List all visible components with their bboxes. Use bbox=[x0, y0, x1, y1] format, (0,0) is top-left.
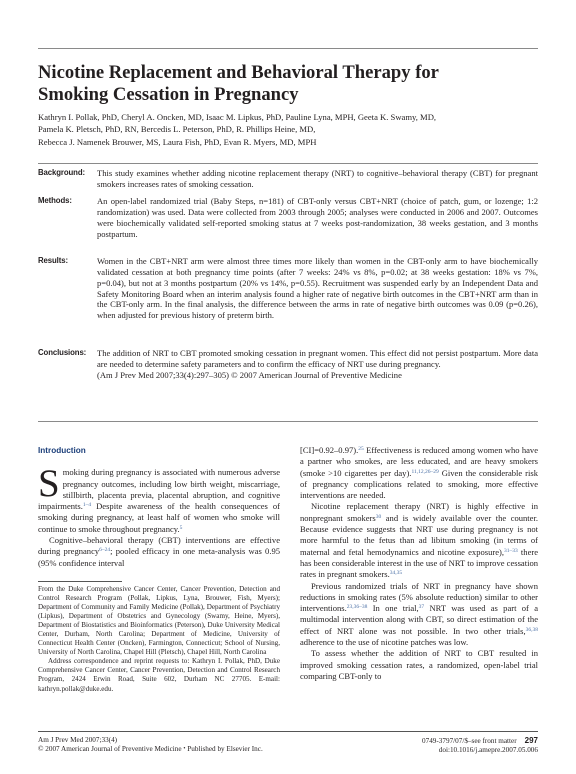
reference-link[interactable]: 11,12,26–29 bbox=[411, 468, 439, 475]
background-text: This study examines whether adding nicotine replacement therapy (NRT) to cognitive–behavioral therapy (CBT) for pregnant smokers increases rates of smoking cessation. bbox=[97, 168, 538, 189]
reference-link[interactable]: 30 bbox=[375, 513, 382, 520]
drop-cap: S bbox=[38, 462, 60, 506]
conclusions-body: The addition of NRT to CBT promoted smoking cessation in pregnant women. This effect did not persist postpartum. More data are needed to determine safety parameters and to confirm the efficacy of NRT use during pregnancy. bbox=[97, 348, 538, 369]
methods-label: Methods: bbox=[38, 196, 72, 205]
right-paragraph-4: To assess whether the addition of NRT to CBT resulted in improved smoking cessation rates, a randomized, open-label trial comparing CBT-only to bbox=[300, 648, 538, 681]
results-label: Results: bbox=[38, 256, 68, 265]
methods-text: An open-label randomized trial (Baby Steps, n=181) of CBT-only versus CBT+NRT (choice of patch, gum, or lozenge; 1:2 randomization) was used. Data were collected from 2003 through 2005; analyses were conducted in 2006 and 2007. Outcomes were biochemically validated self-reported smoking status at 7 weeks post-randomization, 38 weeks gestation, and 3 months postpartum. bbox=[97, 196, 538, 239]
background-label: Background: bbox=[38, 168, 85, 177]
reference-link[interactable]: 6–24 bbox=[99, 547, 111, 554]
footer-right bbox=[422, 736, 538, 756]
reference-link[interactable]: 31–33 bbox=[503, 547, 518, 554]
citation-line: (Am J Prev Med 2007;33(4):297–305) © 2007 American Journal of Preventive Medicine bbox=[97, 369, 402, 380]
footer-left bbox=[38, 736, 263, 755]
doi-line[interactable]: doi:10.1016/j.amepre.2007.05.006 bbox=[438, 746, 538, 755]
footer-rule bbox=[38, 731, 538, 732]
copyright-line: © 2007 American Journal of Preventive Medicine • Published by Elsevier Inc. bbox=[38, 745, 263, 754]
section-heading-introduction: Introduction bbox=[38, 446, 86, 455]
journal-reference: Am J Prev Med 2007;33(4) bbox=[38, 736, 118, 744]
abstract-top-rule bbox=[38, 163, 538, 164]
left-column bbox=[38, 445, 280, 569]
right-paragraph-2: Nicotine replacement therapy (NRT) is highly effective in nonpregnant smokers$^{30}$ and is widely available over the counter. Because evidence suggests that NRT use during pregnancy is not more harmful to the fetus than ad libitum smoking (in terms of maternal and fetal hemodynamics and nicotine exposure),$^{31-33}$ there has been considerable interest in the use of NRT to improve cessation rates in pregnant smokers.$^{34,35}$ bbox=[300, 501, 538, 580]
intro-paragraph-1: Smoking during pregnancy is associated with numerous adverse pregnancy outcomes, including low birth weight, miscarriage, stillbirth, placenta previa, placental abruption, and cognitive impairments.$^{1-4}$ Despite awareness of the health consequences of smoking during pregnancy, at least half of women who smoke will continue to smoke throughout pregnancy.$^5$ bbox=[38, 462, 280, 534]
reference-link[interactable]: 37 bbox=[418, 604, 425, 611]
abstract-bottom-rule bbox=[38, 421, 538, 422]
page-number: 297 bbox=[524, 736, 538, 745]
title-line-2: Smoking Cessation in Pregnancy bbox=[38, 84, 299, 105]
right-paragraph-1: [CI]=0.92–0.97).$^{25}$ Effectiveness is reduced among women who have a partner who smokes, are less educated, and are heavy smokers (smoke >10 cigarettes per day).$^{11,12,26-29}$ Given the considerable risk of pregnancy complications related to smoking, more effective interventions are needed. bbox=[300, 445, 538, 501]
reference-link[interactable]: 25 bbox=[358, 446, 364, 452]
bullet-icon: • bbox=[183, 746, 186, 753]
right-column bbox=[300, 445, 538, 682]
authors-line-1: Kathryn I. Pollak, PhD, Cheryl A. Oncken, MD, Isaac M. Lipkus, PhD, Pauline Lyna, MPH, Geeta K. Swamy, MD, bbox=[38, 112, 437, 122]
reference-link[interactable]: 23,36–38 bbox=[346, 604, 368, 611]
reference-link[interactable]: 1–4 bbox=[82, 502, 92, 509]
title-line-1: Nicotine Replacement and Behavioral Therapy for bbox=[38, 62, 439, 83]
correspondence-address: Address correspondence and reprint requests to: Kathryn I. Pollak, PhD, Duke Comprehensive Cancer Center, Cancer Prevention, Detection and Control Research Program, 2424 Erwin Road, Suite 602, Durham NC 27705. E-mail: kathryn.pollak@duke.edu. bbox=[38, 657, 280, 693]
affiliations-footnote bbox=[38, 585, 280, 694]
right-paragraph-3: Previous randomized trials of NRT in pregnancy have shown reductions in smoking rates (5% absolute reduction) similar to other interventions.$^{23,36-38}$ In one trial,$^{37}$ NRT was used as part of a multimodal intervention along with CBT, so direct estimation of the effect of NRT alone was not possible. In two other trials,$^{36,38}$ adherence to the use of nicotine patches was low. bbox=[300, 580, 538, 648]
article-title bbox=[38, 62, 538, 106]
affiliations-text: From the Duke Comprehensive Cancer Center, Cancer Prevention, Detection and Control Research Program (Pollak, Lipkus, Lyna, Brouwer, Fish, Myers); Department of Community and Family Medicine (Pollak), Department of Psychiatry (Lipkus), Department of Obstetrics and Gynecology (Swamy, Heine, Myers), Department of Biostatistics and Bioinformatics (Peterson), Duke University Medical Center, Durham, North Carolina; Department of Medicine, University of Connecticut Health Center (Oncken), Farmington, Connecticut; School of Nursing, University of North Carolina, Chapel Hill (Pletsch), Chapel Hill, North Carolina bbox=[38, 585, 280, 657]
reference-link[interactable]: 34,35 bbox=[389, 570, 403, 577]
intro-paragraph-2: Cognitive–behavioral therapy (CBT) interventions are effective during pregnancy$^{6-24}$; pooled efficacy in one meta-analysis was 0.95 (95% confidence interval bbox=[38, 535, 281, 568]
conclusions-text bbox=[97, 348, 538, 381]
authors-line-3: Rebecca J. Namenek Brouwer, MS, Laura Fish, PhD, Evan R. Myers, MD, MPH bbox=[38, 136, 317, 147]
footnote-rule bbox=[38, 581, 122, 582]
conclusions-label: Conclusions: bbox=[38, 348, 87, 357]
reference-link[interactable]: 5 bbox=[179, 524, 183, 531]
issn-line: 0749-3797/07/$–see front matter 297 bbox=[422, 736, 538, 745]
top-rule bbox=[38, 48, 538, 49]
reference-link[interactable]: 36,38 bbox=[525, 626, 538, 633]
author-list bbox=[38, 111, 538, 148]
results-text: Women in the CBT+NRT arm were almost three times more likely than women in the CBT-only arm to have biochemically validated cessation at both pregnancy time points (after 7 weeks: 24% vs 8%, p=0.02; at 38 weeks gestation: 18% vs 7%, p=0.04), but not at 3 months postpartum (20% vs 14%, p=0.55). Recruitment was suspended early by an Independent Data and Safety Monitoring Board when an interim analysis found a higher rate of negative birth outcomes in the CBT+NRT arm than in the CBT-only arm. In the final analysis, the difference between the arms in rate of negative birth outcomes was 0.09 (p=0.26), when adjusted for previous history of preterm birth. bbox=[97, 256, 538, 321]
authors-line-2: Pamela K. Pletsch, PhD, RN, Bercedis L. Peterson, PhD, R. Phillips Heine, MD, bbox=[38, 124, 316, 135]
